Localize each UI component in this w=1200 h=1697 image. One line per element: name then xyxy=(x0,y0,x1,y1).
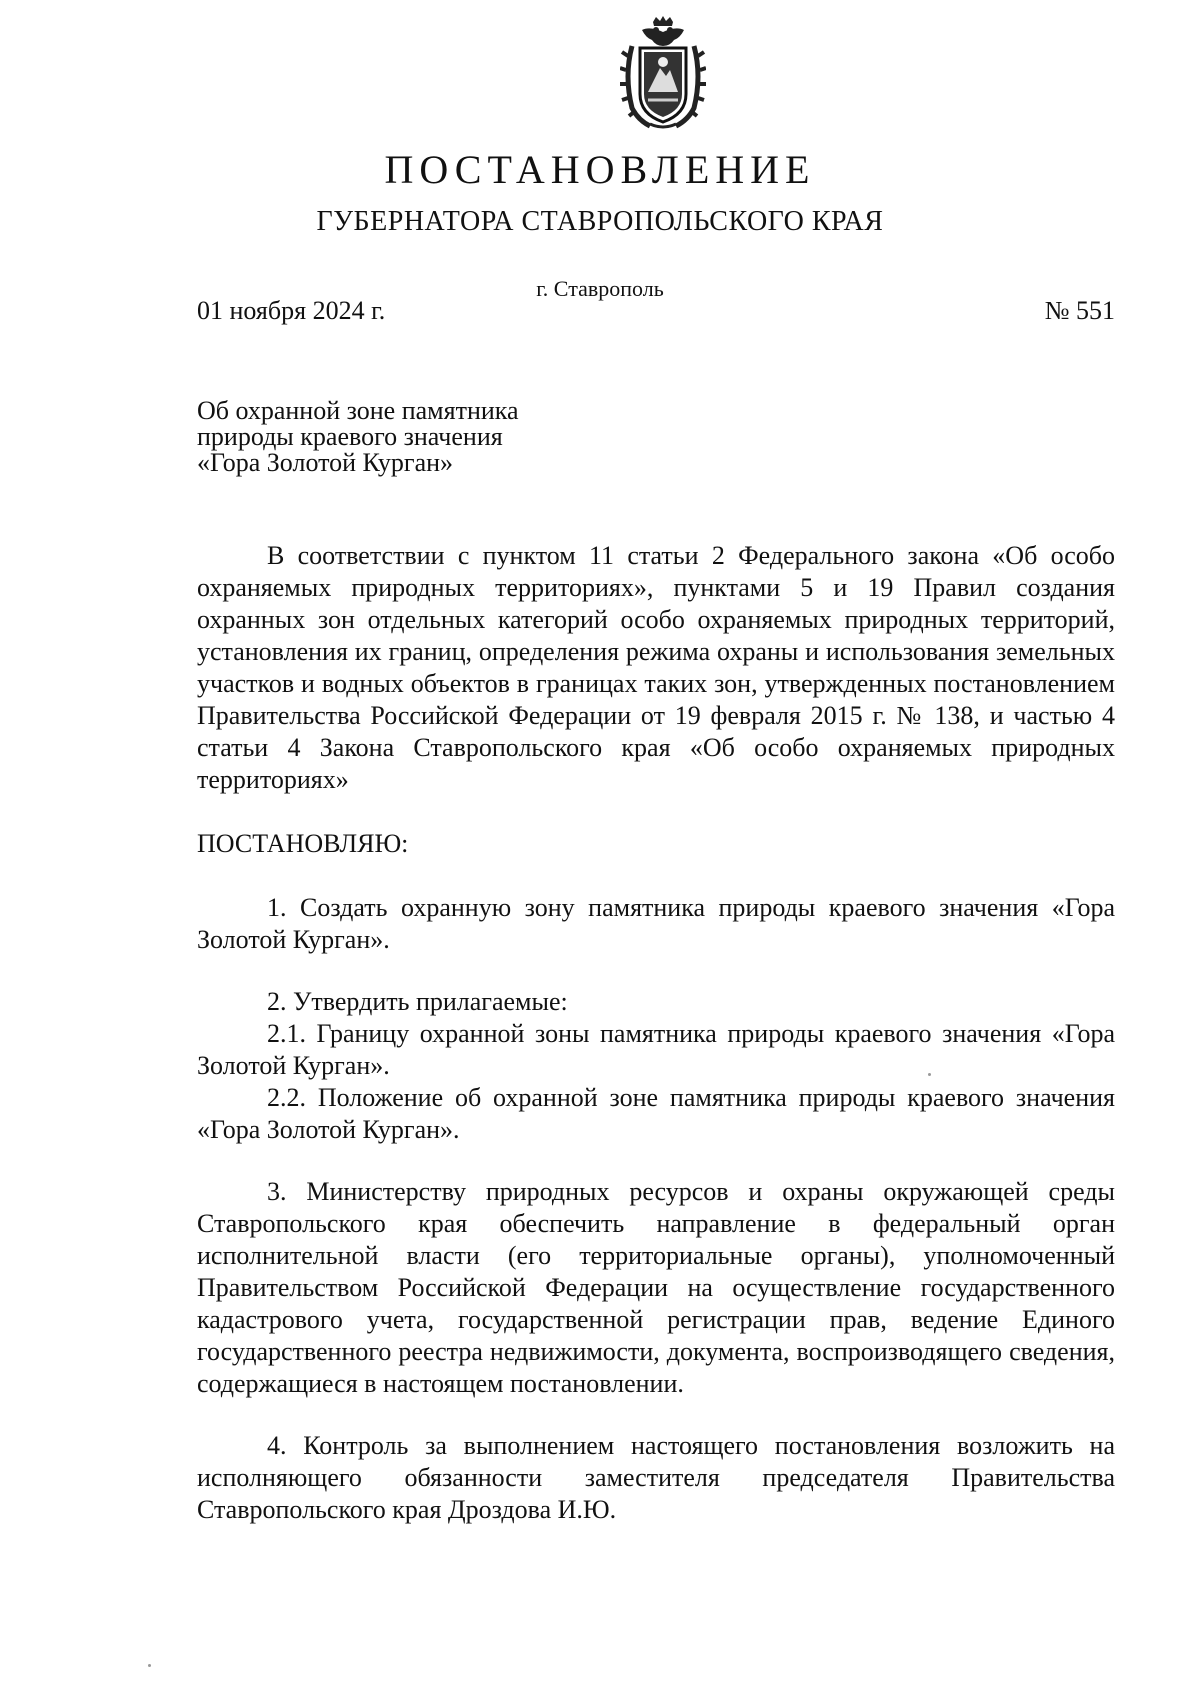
subject-line: «Гора Золотой Курган» xyxy=(197,448,454,477)
document-body xyxy=(197,540,1115,1526)
document-date: 01 ноября 2024 г. xyxy=(197,296,386,325)
item-3: 3. Министерству природных ресурсов и охраны окружающей среды Ставропольского края обеспечить направление в федеральный орган исполнительной власти (его территориальные органы), уполномоченный Правительством Российской Федерации на осуществление государственного кадастрового учета, государственной регистрации прав, ведение Единого государственного реестра недвижимости, документа, воспроизводящего сведения, содержащиеся в настоящем постановлении. xyxy=(197,1177,1115,1398)
document-title: ПОСТАНОВЛЕНИЕ xyxy=(384,147,816,192)
decree-word: ПОСТАНОВЛЯЮ: xyxy=(197,829,409,858)
coat-of-arms-icon xyxy=(620,16,706,132)
preamble-paragraph: В соответствии с пунктом 11 статьи 2 Федерального закона «Об особо охраняемых природных территориях», пунктами 5 и 19 Правил создания охранных зон отдельных категорий особо охраняемых природных территорий, установления их границ, определения режима охраны и использования земельных участков и водных объектов в границах таких зон, утвержденных постановлением Правительства Российской Федерации от 19 февраля 2015 г. № 138, и частью 4 статьи 4 Закона Ставропольского края «Об особо охраняемых природных территориях» xyxy=(197,541,1115,794)
item-2-1: 2.1. Границу охранной зоны памятника природы краевого значения «Гора Золотой Курган». xyxy=(197,1019,1115,1080)
document-subject xyxy=(197,398,519,476)
item-2-2: 2.2. Положение об охранной зоне памятника природы краевого значения «Гора Золотой Курган». xyxy=(197,1083,1115,1144)
item-2: 2. Утвердить прилагаемые: xyxy=(267,987,568,1016)
document-number: № 551 xyxy=(1044,296,1115,325)
scan-speck xyxy=(148,1664,151,1667)
item-4: 4. Контроль за выполнением настоящего постановления возложить на исполняющего обязанности заместителя председателя Правительства Ставропольского края Дроздова И.Ю. xyxy=(197,1431,1115,1524)
city-label: г. Ставрополь xyxy=(536,276,664,301)
scan-speck xyxy=(928,1073,931,1076)
subject-line: природы краевого значения xyxy=(197,422,503,451)
document-issuer: ГУБЕРНАТОРА СТАВРОПОЛЬСКОГО КРАЯ xyxy=(316,206,884,237)
subject-line: Об охранной зоне памятника xyxy=(197,396,519,425)
item-1: 1. Создать охранную зону памятника природы краевого значения «Гора Золотой Курган». xyxy=(197,893,1115,954)
